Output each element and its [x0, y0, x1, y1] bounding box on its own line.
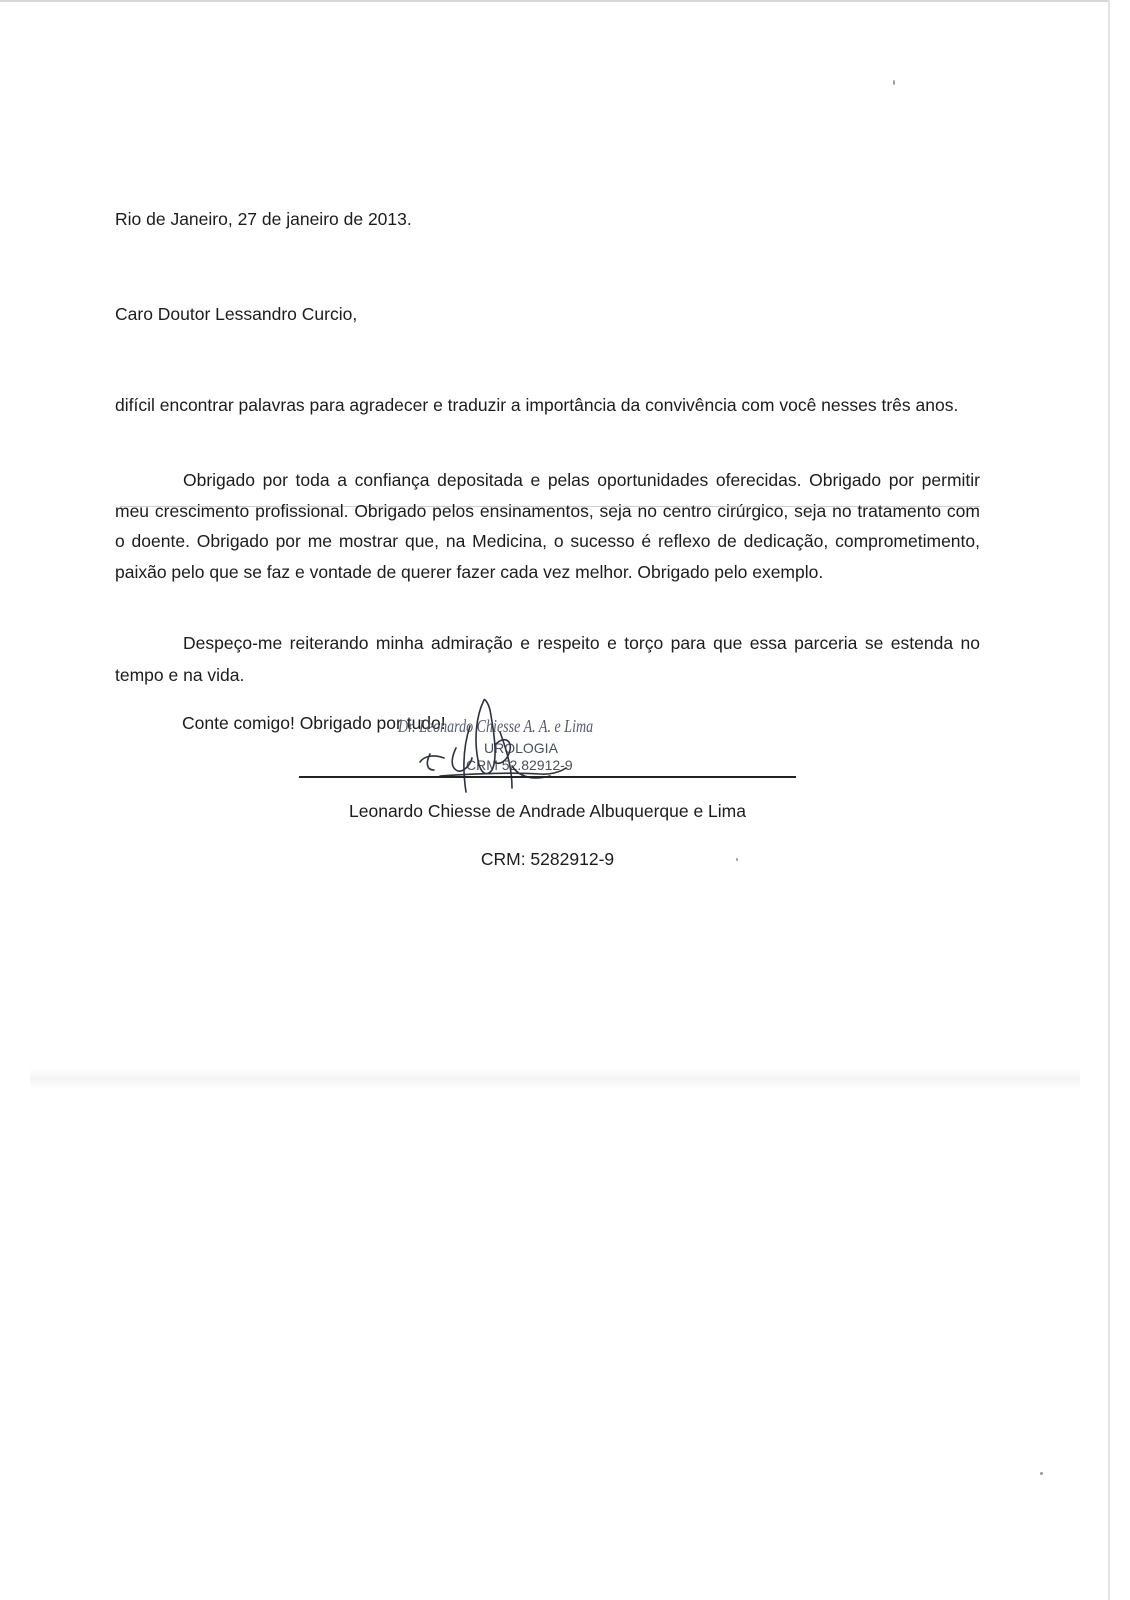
stamp-name: Dr. Leonardo Chiesse A. A. e Lima	[398, 716, 594, 736]
stamp-specialty: UROLOGIA	[484, 740, 558, 756]
handwritten-signature	[400, 696, 600, 800]
scan-edge-right	[1108, 0, 1110, 1600]
signer-name: Leonardo Chiesse de Andrade Albuquerque e Lima	[349, 801, 746, 821]
paragraph-3: Despeço-me reiterando minha admiração e respeito e torço para que essa parceria se estenda no tempo e na vida.	[115, 633, 980, 685]
signer-crm: CRM: 5282912-9	[480, 849, 615, 869]
date-line: Rio de Janeiro, 27 de janeiro de 2013.	[115, 209, 412, 229]
salutation: Caro Doutor Lessandro Curcio,	[115, 304, 358, 324]
scan-haze	[30, 1068, 1080, 1090]
closing-line: Conte comigo! Obrigado por tudo!	[182, 713, 446, 733]
stamp-crm: CRM 52.82912-9	[466, 757, 573, 773]
scan-speck	[893, 80, 895, 85]
paragraph-2: Obrigado por toda a confiança depositada e pelas oportunidades oferecidas. Obrigado por permitir meu crescimento profissional. Obrigado pelos ensinamentos, seja no centro cirúrgico, seja no tratamento com o doente. Obrigado por me mostrar que, na Medicina, o sucesso é reflexo de dedicação, comprometimento, paixão pelo que se faz e vontade de querer fazer cada vez melhor. Obrigado pelo exemplo.	[115, 470, 980, 582]
signature-line	[299, 776, 796, 778]
scan-speck	[736, 858, 738, 861]
scan-speck	[1040, 1472, 1043, 1475]
scan-edge-top	[0, 0, 1108, 2]
paragraph-1: difícil encontrar palavras para agradecer e traduzir a importância da convivência com você nesses três anos.	[115, 395, 959, 415]
